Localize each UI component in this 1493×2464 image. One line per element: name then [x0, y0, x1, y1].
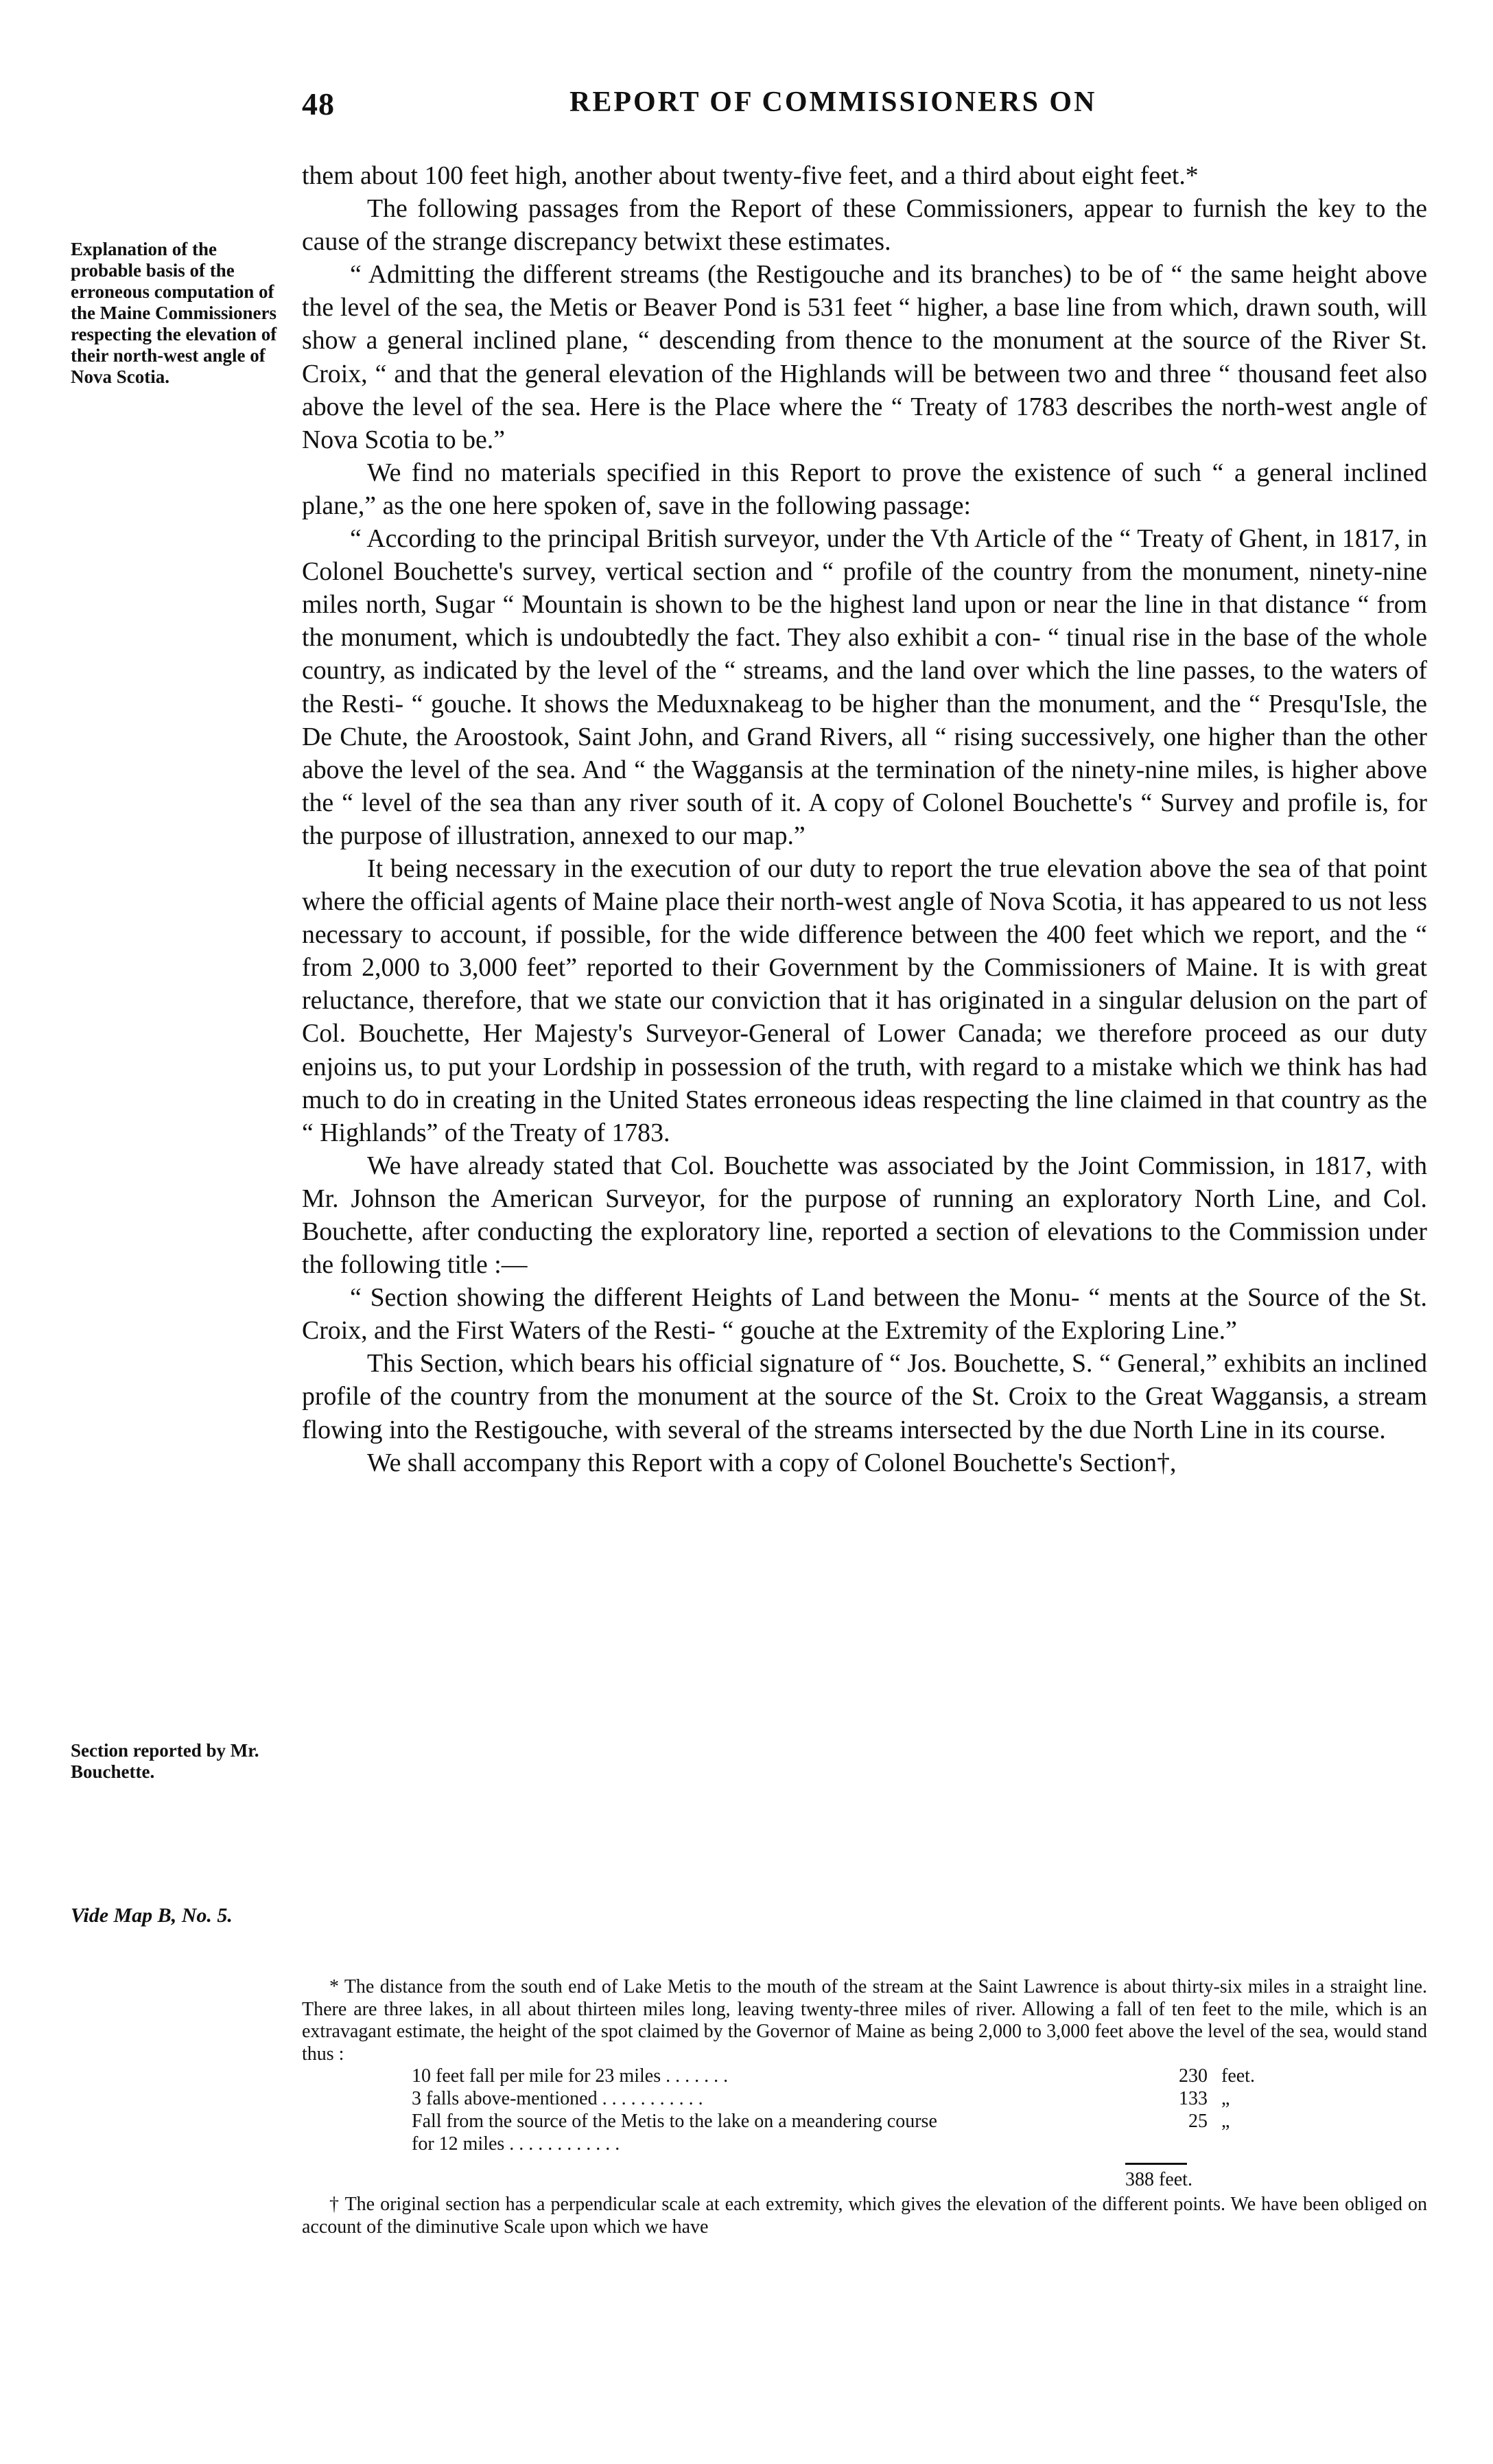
paragraph: It being necessary in the execution of our duty to report the true elevation above the sea of that point where the official agents of Maine place their north-west angle of Nova Scotia, it has appeared to us not less necessary to account, if possible, for the wide difference between the 400 feet which we report, and the “ from 2,000 to 3,000 feet” reported to their Government by the Commissioners of Maine. It is with great reluctance, therefore, that we state our conviction that it has originated in a singular delusion on the part of Col. Bouchette, Her Majesty's Surveyor-General of Lower Canada; we therefore proceed as our duty enjoins us, to put your Lordship in possession of the truth, with regard to a mistake which we think has had much to do in creating in the United States erroneous ideas respecting the line claimed in that country as the “ Highlands” of the Treaty of 1783. — [302, 854, 1427, 1147]
calc-row — [412, 2065, 1359, 2088]
calc-unit: „ — [1221, 2111, 1230, 2133]
quotation: “ Admitting the different streams (the Restigouche and its branches) to be of “ the same height above the level of the sea, the Metis or Beaver Pond is 531 feet “ higher, a base line from which, drawn south, will show a general inclined plane, “ descending from thence to the monument at the source of the River St. Croix, “ and that the general elevation of the Highlands will be between two and three “ thousand feet also above the level of the sea. Here is the Place where the “ Treaty of 1783 describes the north-west angle of Nova Scotia to be.” — [302, 260, 1427, 454]
height-calculation — [412, 2065, 1359, 2194]
calc-value: 230 — [1179, 2065, 1208, 2087]
footnotes — [302, 1976, 1427, 2239]
calc-label: Fall from the source of the Metis to the lake on a meandering course for 12 miles . . . . . . . . . . . . — [412, 2111, 937, 2155]
calc-row — [412, 2088, 1359, 2111]
calc-unit: feet. — [1221, 2065, 1255, 2087]
running-head: REPORT OF COMMISSIONERS ON — [569, 86, 1097, 118]
margin-note-section-reported: Section reported by Mr. Bouchette. — [71, 1740, 259, 1782]
calc-label: 10 feet fall per mile for 23 miles . . . . . . . — [412, 2065, 729, 2087]
paragraph: The following passages from the Report of these Commissioners, appear to furnish the key to the cause of the strange discrepancy betwixt these estimates. — [302, 194, 1427, 257]
calc-value: 133 — [1179, 2088, 1208, 2110]
paragraph: We find no materials specified in this Report to prove the existence of such “ a general inclined plane,” as the one here spoken of, save in the following passage: — [302, 458, 1427, 520]
main-text — [302, 159, 1427, 1479]
page-number: 48 — [302, 86, 335, 121]
calc-total: 388 feet. — [1125, 2169, 1192, 2191]
paragraph: We shall accompany this Report with a copy of Colonel Bouchette's Section†, — [367, 1448, 1177, 1477]
sum-rule — [1125, 2163, 1187, 2165]
margin-note-explanation: Explanation of the probable basis of the erroneous computation of the Maine Commissioners respecting the elevation of their north-west angle of Nova Scotia. — [71, 239, 277, 387]
calc-row — [412, 2111, 1359, 2156]
margin-note-vide-map: Vide Map B, No. 5. — [71, 1904, 233, 1927]
paragraph: This Section, which bears his official signature of “ Jos. Bouchette, S. “ General,” exhibits an inclined profile of the country from the monument at the source of the St. Croix to the Great Waggansis, a stream flowing into the Restigouche, with several of the streams intersected by the due North Line in its course. — [302, 1349, 1427, 1444]
paragraph: We have already stated that Col. Bouchette was associated by the Joint Commission, in 1817, with Mr. Johnson the American Surveyor, for the purpose of running an exploratory North Line, and Col. Bouchette, after conducting the exploratory line, reported a section of elevations to the Commission under the following title :— — [302, 1151, 1427, 1280]
calc-unit: „ — [1221, 2088, 1230, 2110]
quotation: “ According to the principal British surveyor, under the Vth Article of the “ Treaty of Ghent, in 1817, in Colonel Bouchette's survey, vertical section and “ profile of the country from the monument, ninety-nine miles north, Sugar “ Mountain is shown to be the highest land upon or near the line in that distance “ from the monument, which is undoubtedly the fact. They also exhibit a con- “ tinual rise in the base of the whole country, as indicated by the level of the “ streams, and the land over which the line passes, to the waters of the Resti- “ gouche. It shows the Meduxnakeag to be higher than the monument, and the “ Presqu'Isle, the De Chute, the Aroostook, Saint John, and Grand Rivers, all “ rising successively, one higher than the other above the level of the sea. And “ the Waggansis at the termination of the ninety-nine miles, is higher above the “ level of the sea than any river south of it. A copy of Colonel Bouchette's “ Survey and profile is, for the purpose of illustration, annexed to our map.” — [302, 524, 1427, 850]
calc-label: 3 falls above-mentioned . . . . . . . . . . . — [412, 2088, 703, 2110]
footnote-dagger: † The original section has a perpendicular scale at each extremity, which gives the elevation of the different points. We have been obliged on account of the diminutive Scale upon which we have — [302, 2194, 1427, 2238]
quotation: “ Section showing the different Heights of Land between the Monu- “ ments at the Source of the St. Croix, and the First Waters of the Resti- “ gouche at the Extremity of the Exploring Line.” — [302, 1283, 1427, 1346]
paragraph: them about 100 feet high, another about twenty-five feet, and a third about eight feet.* — [302, 161, 1199, 190]
page-header — [302, 86, 1427, 141]
calc-value: 25 — [1188, 2111, 1208, 2133]
footnote-star: * The distance from the south end of Lake Metis to the mouth of the stream at the Saint Lawrence is about thirty-six miles in a straight line. There are three lakes, in all about thirteen miles long, leaving twenty-three miles of river. Allowing a fall of ten feet to the mile, which is an extravagant estimate, the height of the spot claimed by the Governor of Maine as being 2,000 to 3,000 feet above the level of the sea, would stand thus : — [302, 1976, 1427, 2065]
